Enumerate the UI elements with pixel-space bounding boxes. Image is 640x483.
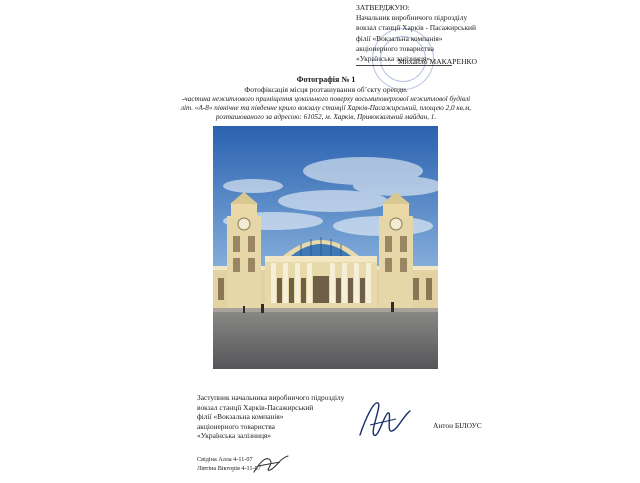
- photo-description: -частина нежитлового приміщення цокольного поверху восьмиповерхової нежитлової будівлі літ. «А-8» північне та південне крило вокзалу станції Харків-Пасажирський, площею 2,0 кв.м, розташованого за адресою: 61052, м. Харків, Привокзальний майдан, 1.: [180, 94, 472, 121]
- approval-line: акціонерного товариства: [356, 43, 434, 53]
- deputy-line: «Українська залізниця»: [197, 431, 271, 441]
- deputy-line: філії «Вокзальна компанія»: [197, 412, 284, 422]
- deputy-line: Заступник начальника виробничого підрозділу: [197, 393, 345, 402]
- deputy-line: акціонерного товариства: [197, 421, 275, 431]
- initials-signature: [250, 450, 292, 478]
- deputy-block: [197, 393, 372, 441]
- photo-title: Фотографія № 1: [296, 75, 356, 84]
- approval-heading: ЗАТВЕРДЖУЮ:: [356, 3, 410, 12]
- contact-line: Свідіна Алла 4-11-07: [197, 456, 253, 463]
- handwritten-signature: [352, 395, 422, 447]
- deputy-signer: Антон БІЛОУС: [433, 421, 482, 430]
- approval-line: філії «Вокзальна компанія»: [356, 33, 443, 43]
- approval-signer: Михайло МАКАРЕНКО: [398, 57, 477, 66]
- approval-block: [356, 3, 626, 64]
- photo-caption-block: [176, 75, 476, 122]
- deputy-line: вокзал станції Харків-Пасажирський: [197, 402, 314, 412]
- contact-line: Лівтіна Вікторія 4-11-07: [197, 465, 261, 472]
- approval-line: «Українська залізниця»: [356, 54, 430, 64]
- approval-line: вокзал станції Харків - Пасажирський: [356, 23, 476, 33]
- approval-line: Начальник виробничого підрозділу: [356, 13, 468, 23]
- photo-subtitle: Фотофіксація місця розташування об’єкту оренди.: [244, 85, 408, 94]
- station-photo: [213, 126, 438, 369]
